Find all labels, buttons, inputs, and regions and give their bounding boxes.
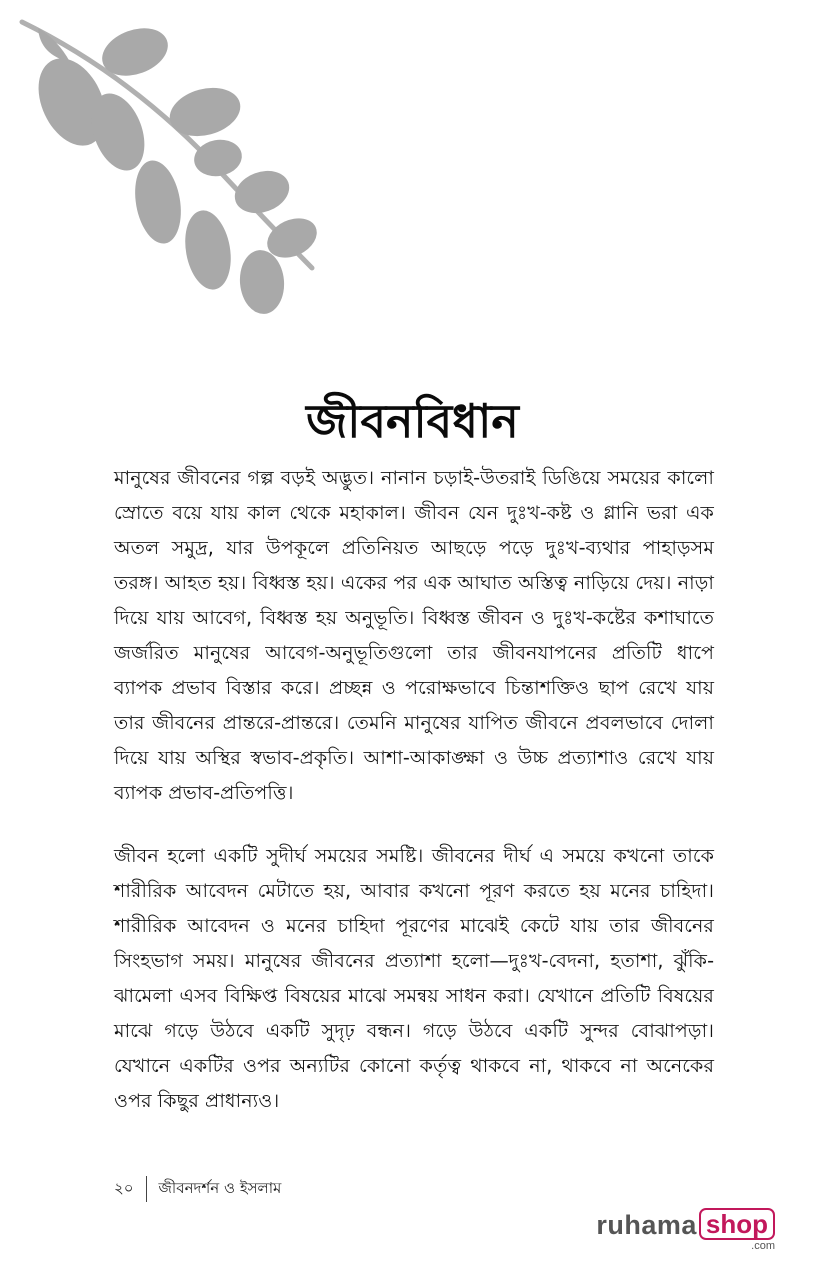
leaf-branch-icon	[0, 0, 340, 320]
running-book-title: জীবনদর্শন ও ইসলাম	[158, 1178, 282, 1197]
chapter-body	[114, 460, 714, 1118]
body-paragraph-1: মানুষের জীবনের গল্প বড়ই অদ্ভুত। নানান চড়াই-উতরাই ডিঙিয়ে সময়ের কালো স্রোতে বয়ে যায় কাল থেকে মহাকাল। জীবন যেন দুঃখ-কষ্ট ও গ্লানি ভরা এক অতল সমুদ্র, যার উপকূলে প্রতিনিয়ত আছড়ে পড়ে দুঃখ-ব্যথার পাহাড়সম তরঙ্গ। আহত হয়। বিধ্বস্ত হয়। একের পর এক আঘাত অস্তিত্ব নাড়িয়ে দেয়। নাড়া দিয়ে যায় আবেগ, বিধ্বস্ত হয় অনুভূতি। বিধ্বস্ত জীবন ও দুঃখ-কষ্টের কশাঘাতে জর্জরিত মানুষের আবেগ-অনুভূতিগুলো তার জীবনযাপনের প্রতিটি ধাপে ব্যাপক প্রভাব বিস্তার করে। প্রচ্ছন্ন ও পরোক্ষভাবে চিন্তাশক্তিও ছাপ রেখে যায় তার জীবনের প্রান্তরে-প্রান্তরে। তেমনি মানুষের যাপিত জীবনে প্রবলভাবে দোলা দিয়ে যায় অস্থির স্বভাব-প্রকৃতি। আশা-আকাঙ্ক্ষা ও উচ্চ প্রত্যাশাও রেখে যায় ব্যাপক প্রভাব-প্রতিপত্তি।	[114, 466, 714, 804]
brand-domain: .com	[751, 1240, 775, 1252]
footer-divider	[146, 1176, 147, 1202]
brand-shop-label: shop	[699, 1208, 775, 1240]
brand-shop-box	[699, 1208, 775, 1253]
page-footer	[114, 1174, 281, 1204]
chapter-title: জীবনবিধান	[306, 394, 519, 448]
brand-name: ruhama	[596, 1210, 697, 1240]
brand-watermark	[596, 1208, 775, 1253]
body-paragraph-2: জীবন হলো একটি সুদীর্ঘ সময়ের সমষ্টি। জীবনের দীর্ঘ এ সময়ে কখনো তাকে শারীরিক আবেদন মেটাতে হয়, আবার কখনো পূরণ করতে হয় মনের চাহিদা। শারীরিক আবেদন ও মনের চাহিদা পূরণের মাঝেই কেটে যায় তার জীবনের সিংহভাগ সময়। মানুষের জীবনের প্রত্যাশা হলো—দুঃখ-বেদনা, হতাশা, ঝুঁকি-ঝামেলা এসব বিক্ষিপ্ত বিষয়ের মাঝে সমন্বয় সাধন করা। যেখানে প্রতিটি বিষয়ের মাঝে গড়ে উঠবে একটি সুদৃঢ় বন্ধন। গড়ে উঠবে একটি সুন্দর বোঝাপড়া। যেখানে একটির ওপর অন্যটির কোনো কর্তৃত্ব থাকবে না, থাকবে না অনেকের ওপর কিছুর প্রাধান্যও।	[114, 844, 714, 1112]
page-number: ২০	[114, 1178, 134, 1197]
